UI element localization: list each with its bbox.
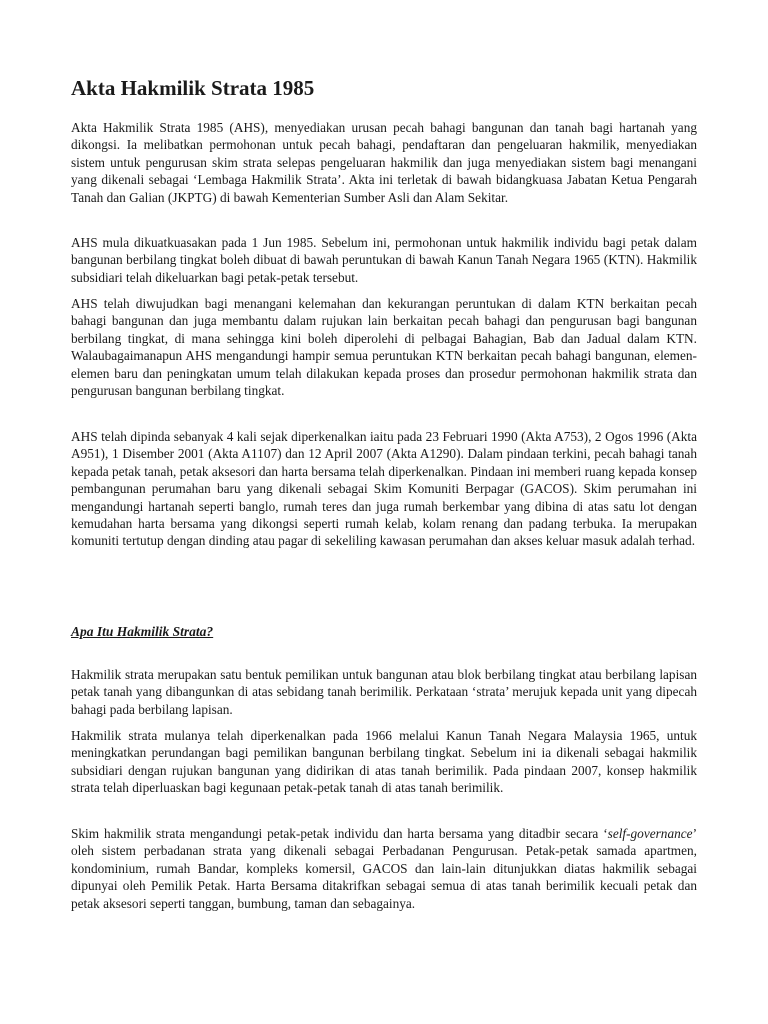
paragraph-amendments: AHS telah dipinda sebanyak 4 kali sejak diperkenalkan iaitu pada 23 Februari 1990 (Akta A753), 2 Ogos 1996 (Akta A951), 1 Disember 2001 (Akta A1107) dan 12 April 2007 (Akta A1290). Dalam pindaan terkini, pecah bahagi tanah kepada petak tanah, petak aksesori dan harta bersama telah diperkenalkan. Pindaan ini memberi ruang kepada konsep pembangunan perumahan baru yang dikenali sebagai Skim Komuniti Berpagar (GACOS). Skim perumahan ini mengandungi hartanah seperti banglo, rumah teres dan juga rumah berkembar yang dibina di atas satu lot dengan kemudahan harta bersama yang dikongsi seperti rumah kelab, kolam renang dan padang terbuka. Ia merupakan komuniti tertutup dengan dinding atau pagar di sekeliling kawasan perumahan dan akses keluar masuk adalah terhad. [71,429,697,549]
paragraph-scheme-part1: Skim hakmilik strata mengandungi petak-petak individu dan harta bersama yang ditadbir secara ‘ [71,826,608,841]
paragraph-scheme-part2: ’ oleh sistem perbadanan strata yang dikenali sebagai Perbadanan Pengurusan. Petak-petak samada apartmen, kondominium, rumah Bandar, kompleks komersil, GACOS dan lain-lain ditunjukkan diatas hakmilik sebagai dipunyai oleh Pemilik Petak. Harta Bersama ditakrifkan sebagai semua di atas tanah berimilik kecuali petak dan petak aksesori seperti tanggan, bumbung, taman dan sebagainya. [71,826,697,911]
paragraph-definition: Hakmilik strata merupakan satu bentuk pemilikan untuk bangunan atau blok berbilang tingkat atau berbilang lapisan petak tanah yang dibangunkan di atas sebidang tanah berimilik. Perkataan ‘strata’ merujuk kepada unit yang dipecah bahagi pada berbilang lapisan. [71,667,697,717]
paragraph-enforcement: AHS mula dikuatkuasakan pada 1 Jun 1985. Sebelum ini, permohonan untuk hakmilik individu bagi petak dalam bangunan berbilang tingkat boleh dibuat di bawah peruntukan di bawah Kanun Tanah Negara 1965 (KTN). Hakmilik subsidiari telah dikeluarkan bagi petak-petak tersebut. [71,235,697,285]
paragraph-purpose: AHS telah diwujudkan bagi menangani kelemahan dan kekurangan peruntukan di dalam KTN berkaitan pecah bahagi bangunan dan juga membantu dalam rujukan lain berkaitan pecah bahagi dan pengurusan bagi bangunan berbilang tingkat, di mana sehingga kini boleh diperolehi di pelbagai Bahagian, Bab dan Jadual dalam KTN. Walaubagaimanapun AHS mengandungi hampir semua peruntukan KTN berkaitan pecah bahagi bangunan, elemen-elemen baru dan peningkatan umum telah dilakukan kepada proses dan prosedur permohonan hakmilik strata dan pengurusan bangunan berbilang tingkat. [71,296,697,399]
section-heading: Apa Itu Hakmilik Strata? [71,624,214,639]
paragraph-history: Hakmilik strata mulanya telah diperkenalkan pada 1966 melalui Kanun Tanah Negara Malaysia 1965, untuk meningkatkan perundangan bagi pemilikan bangunan berbilang tingkat. Sebelum ini ia dikenali sebagai hakmilik subsidiari dengan rujukan bangunan yang didirikan di atas tanah berimilik. Pada pindaan 2007, konsep hakmilik strata telah diperluaskan bagi kegunaan petak-petak tanah di atas tanah berimilik. [71,728,697,796]
document-title: Akta Hakmilik Strata 1985 [71,76,315,100]
self-governance-term: self-governance [607,826,693,841]
paragraph-scheme [71,825,697,912]
paragraph-intro: Akta Hakmilik Strata 1985 (AHS), menyediakan urusan pecah bahagi bangunan dan tanah bagi hartanah yang dikongsi. Ia melibatkan permohonan untuk pecah bahagi, pendaftaran dan pengeluaran hakmilik, menyediakan sistem untuk pengurusan skim strata selepas pengeluaran hakmilik dan juga menyediakan sistem bagi menangani yang dikenali sebagai ‘Lembaga Hakmilik Strata’. Akta ini terletak di bawah bidangkuasa Jabatan Ketua Pengarah Tanah dan Galian (JKPTG) di bawah Kementerian Sumber Asli dan Alam Sekitar. [71,120,697,205]
